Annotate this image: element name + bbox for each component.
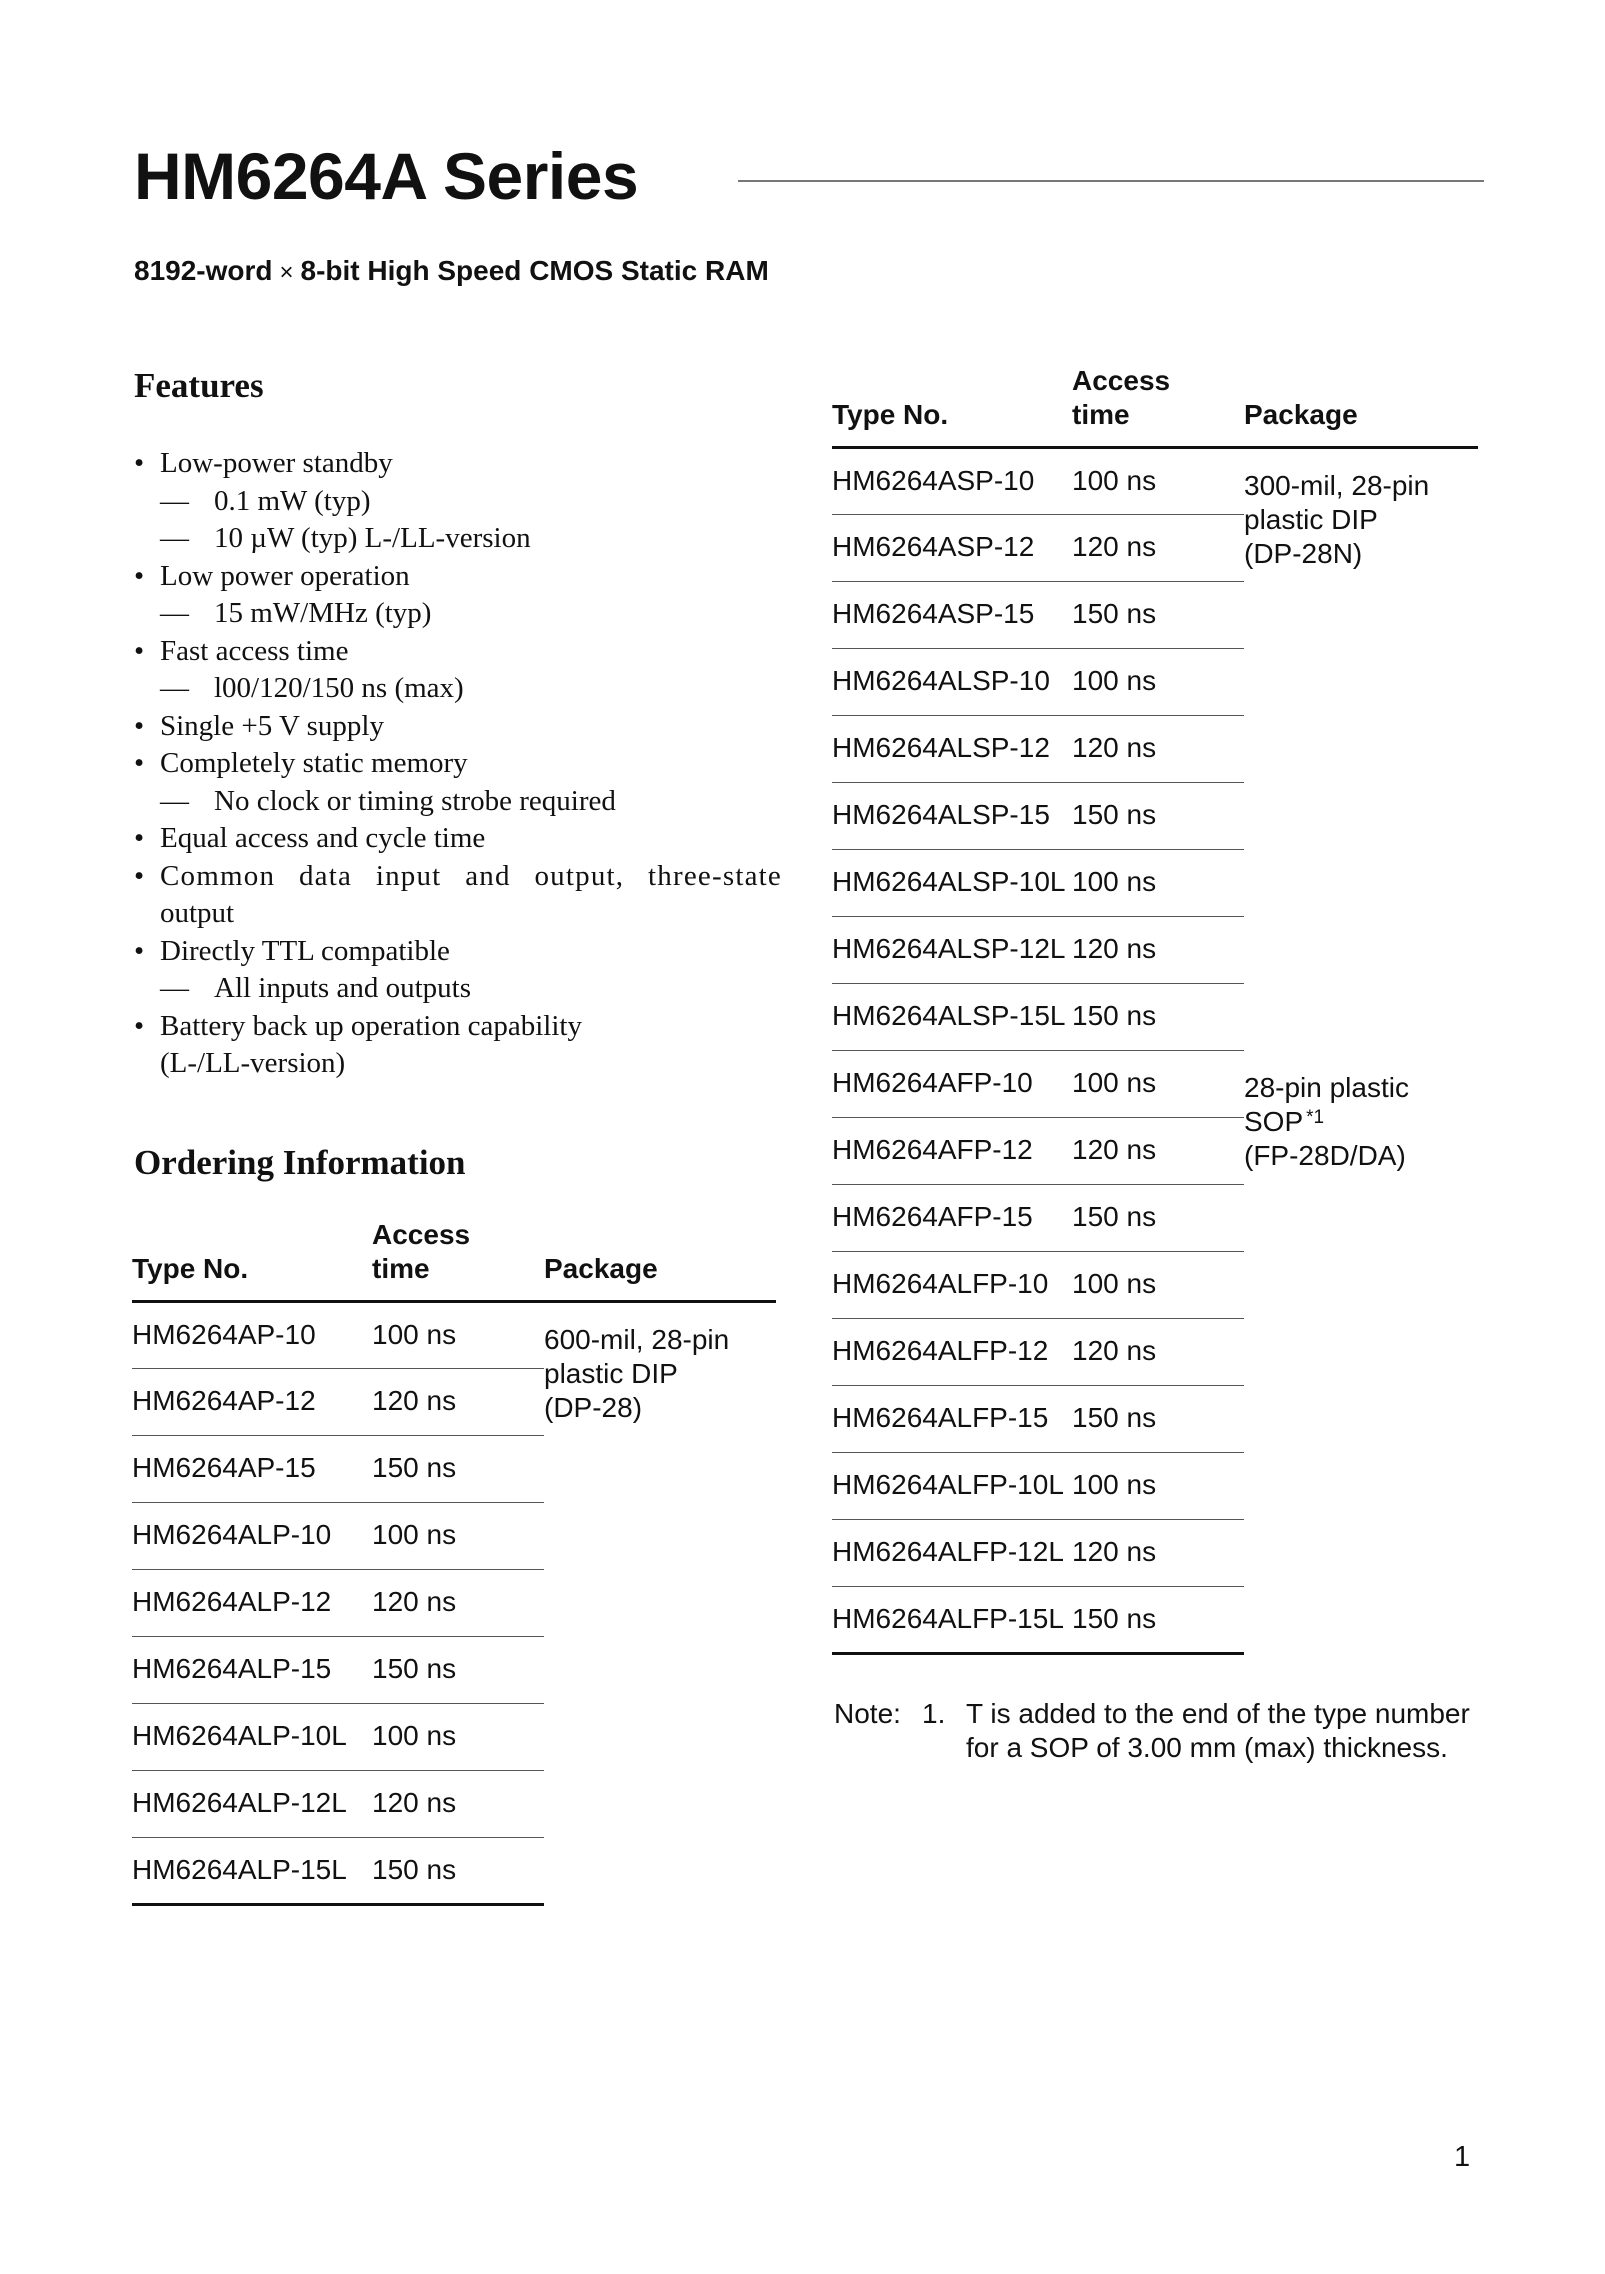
access-time-cell: 120 ns <box>1072 515 1244 582</box>
access-time-cell: 100 ns <box>372 1503 544 1570</box>
col-header-type: Type No. <box>832 364 1072 448</box>
feature-item: — No clock or timing strobe required <box>134 783 782 821</box>
type-number-cell: HM6264AFP-15 <box>832 1185 1072 1252</box>
type-number-cell: HM6264ASP-12 <box>832 515 1072 582</box>
access-time-cell: 100 ns <box>1072 649 1244 716</box>
title-rule <box>738 180 1484 182</box>
type-number-cell: HM6264AP-15 <box>132 1436 372 1503</box>
ordering-table-dip <box>132 1218 776 1906</box>
feature-item: (L-/LL-version) <box>160 1047 346 1079</box>
feature-item: — All inputs and outputs <box>134 970 782 1008</box>
access-time-cell: 100 ns <box>1072 448 1244 515</box>
access-time-cell: 150 ns <box>372 1436 544 1503</box>
type-number-cell: HM6264ALSP-12 <box>832 716 1072 783</box>
package-line: plastic DIP <box>1244 504 1378 535</box>
note-label: Note: <box>834 1698 901 1729</box>
page-title: HM6264A Series <box>134 139 639 213</box>
type-number-cell: HM6264AP-12 <box>132 1369 372 1436</box>
col-header-access: Access time <box>372 1218 544 1302</box>
package-cell <box>1244 448 1478 1051</box>
access-time-cell: 120 ns <box>1072 917 1244 984</box>
features-heading: Features <box>134 366 264 405</box>
footnote-marker: *1 <box>1306 1106 1325 1128</box>
type-number-cell: HM6264ALSP-10 <box>832 649 1072 716</box>
type-number-cell: HM6264ALFP-15L <box>832 1587 1072 1654</box>
type-number-cell: HM6264ALSP-15L <box>832 984 1072 1051</box>
col-header-access: Access time <box>1072 364 1244 448</box>
feature-item: • Low-power standby <box>134 445 782 483</box>
access-time-cell: 120 ns <box>1072 1319 1244 1386</box>
ordering-heading: Ordering Information <box>134 1143 466 1182</box>
col-header-type: Type No. <box>132 1218 372 1302</box>
table-row <box>832 1051 1478 1118</box>
type-number-cell: HM6264ALFP-10L <box>832 1453 1072 1520</box>
table-row <box>832 448 1478 515</box>
package-line: (DP-28) <box>544 1392 643 1423</box>
table-row <box>132 1302 776 1369</box>
access-time-cell: 100 ns <box>1072 1051 1244 1118</box>
feature-item: • Equal access and cycle time <box>134 820 782 858</box>
access-time-cell: 120 ns <box>372 1369 544 1436</box>
feature-item: • Battery back up operation capability <box>134 1008 782 1046</box>
package-line: 300-mil, 28-pin <box>1244 470 1430 501</box>
features-list <box>134 445 782 1083</box>
feature-item: — 10 µW (typ) L-/LL-version <box>134 520 782 558</box>
feature-item: output <box>160 897 235 929</box>
access-time-cell: 120 ns <box>372 1771 544 1838</box>
feature-item: — 0.1 mW (typ) <box>134 483 782 521</box>
feature-item: • Single +5 V supply <box>134 708 782 746</box>
type-number-cell: HM6264ALP-10L <box>132 1704 372 1771</box>
access-time-cell: 120 ns <box>1072 1118 1244 1185</box>
access-time-cell: 150 ns <box>372 1637 544 1704</box>
type-number-cell: HM6264ALP-12 <box>132 1570 372 1637</box>
col-header-package: Package <box>1244 364 1478 448</box>
type-number-cell: HM6264AFP-12 <box>832 1118 1072 1185</box>
package-line: 600-mil, 28-pin <box>544 1324 730 1355</box>
note-text: T is added to the end of the type number for a SOP of 3.00 mm (max) thickness. <box>966 1698 1470 1763</box>
access-time-cell: 150 ns <box>1072 783 1244 850</box>
subtitle-description: 8-bit High Speed CMOS Static RAM <box>300 255 769 286</box>
type-number-cell: HM6264ALP-15 <box>132 1637 372 1704</box>
type-number-cell: HM6264ASP-15 <box>832 582 1072 649</box>
access-time-cell: 100 ns <box>372 1704 544 1771</box>
feature-item: • Completely static memory <box>134 745 782 783</box>
type-number-cell: HM6264ALFP-12 <box>832 1319 1072 1386</box>
type-number-cell: HM6264ASP-10 <box>832 448 1072 515</box>
feature-item: — 15 mW/MHz (typ) <box>134 595 782 633</box>
access-time-cell: 150 ns <box>1072 984 1244 1051</box>
access-time-cell: 120 ns <box>372 1570 544 1637</box>
type-number-cell: HM6264ALFP-10 <box>832 1252 1072 1319</box>
package-line: SOP <box>1244 1105 1304 1137</box>
package-line: (DP-28N) <box>1244 538 1363 569</box>
package-line: plastic DIP <box>544 1358 678 1389</box>
type-number-cell: HM6264ALSP-12L <box>832 917 1072 984</box>
note-number: 1. <box>922 1698 946 1729</box>
feature-item: • Common data input and output, three-state <box>134 858 782 896</box>
page-subtitle <box>134 255 769 287</box>
type-number-cell: HM6264ALP-15L <box>132 1838 372 1905</box>
access-time-cell: 120 ns <box>1072 1520 1244 1587</box>
access-time-cell: 150 ns <box>372 1838 544 1905</box>
ordering-table-sp-fp <box>832 364 1478 1655</box>
type-number-cell: HM6264ALSP-10L <box>832 850 1072 917</box>
type-number-cell: HM6264ALSP-15 <box>832 783 1072 850</box>
access-time-cell: 100 ns <box>1072 850 1244 917</box>
access-time-cell: 150 ns <box>1072 1185 1244 1252</box>
access-time-cell: 100 ns <box>1072 1453 1244 1520</box>
access-time-cell: 120 ns <box>1072 716 1244 783</box>
table-header-row <box>832 364 1478 448</box>
subtitle-word: 8192-word <box>134 255 273 286</box>
feature-item: — l00/120/150 ns (max) <box>134 670 782 708</box>
page-number: 1 <box>1454 2141 1471 2173</box>
access-time-cell: 100 ns <box>372 1302 544 1369</box>
package-cell <box>544 1302 776 1905</box>
access-time-cell: 100 ns <box>1072 1252 1244 1319</box>
table-header-row <box>132 1218 776 1302</box>
type-number-cell: HM6264ALP-12L <box>132 1771 372 1838</box>
package-line: (FP-28D/DA) <box>1244 1139 1406 1171</box>
feature-item: • Low power operation <box>134 558 782 596</box>
type-number-cell: HM6264ALFP-15 <box>832 1386 1072 1453</box>
access-time-cell: 150 ns <box>1072 1386 1244 1453</box>
package-line: 28-pin plastic <box>1244 1071 1409 1103</box>
access-time-cell: 150 ns <box>1072 1587 1244 1654</box>
feature-item: • Directly TTL compatible <box>134 933 782 971</box>
feature-item: • Fast access time <box>134 633 782 671</box>
times-sign: × <box>279 259 294 286</box>
package-cell <box>1244 1051 1478 1654</box>
type-number-cell: HM6264AFP-10 <box>832 1051 1072 1118</box>
col-header-package: Package <box>544 1218 776 1302</box>
type-number-cell: HM6264ALP-10 <box>132 1503 372 1570</box>
type-number-cell: HM6264ALFP-12L <box>832 1520 1072 1587</box>
access-time-cell: 150 ns <box>1072 582 1244 649</box>
type-number-cell: HM6264AP-10 <box>132 1302 372 1369</box>
